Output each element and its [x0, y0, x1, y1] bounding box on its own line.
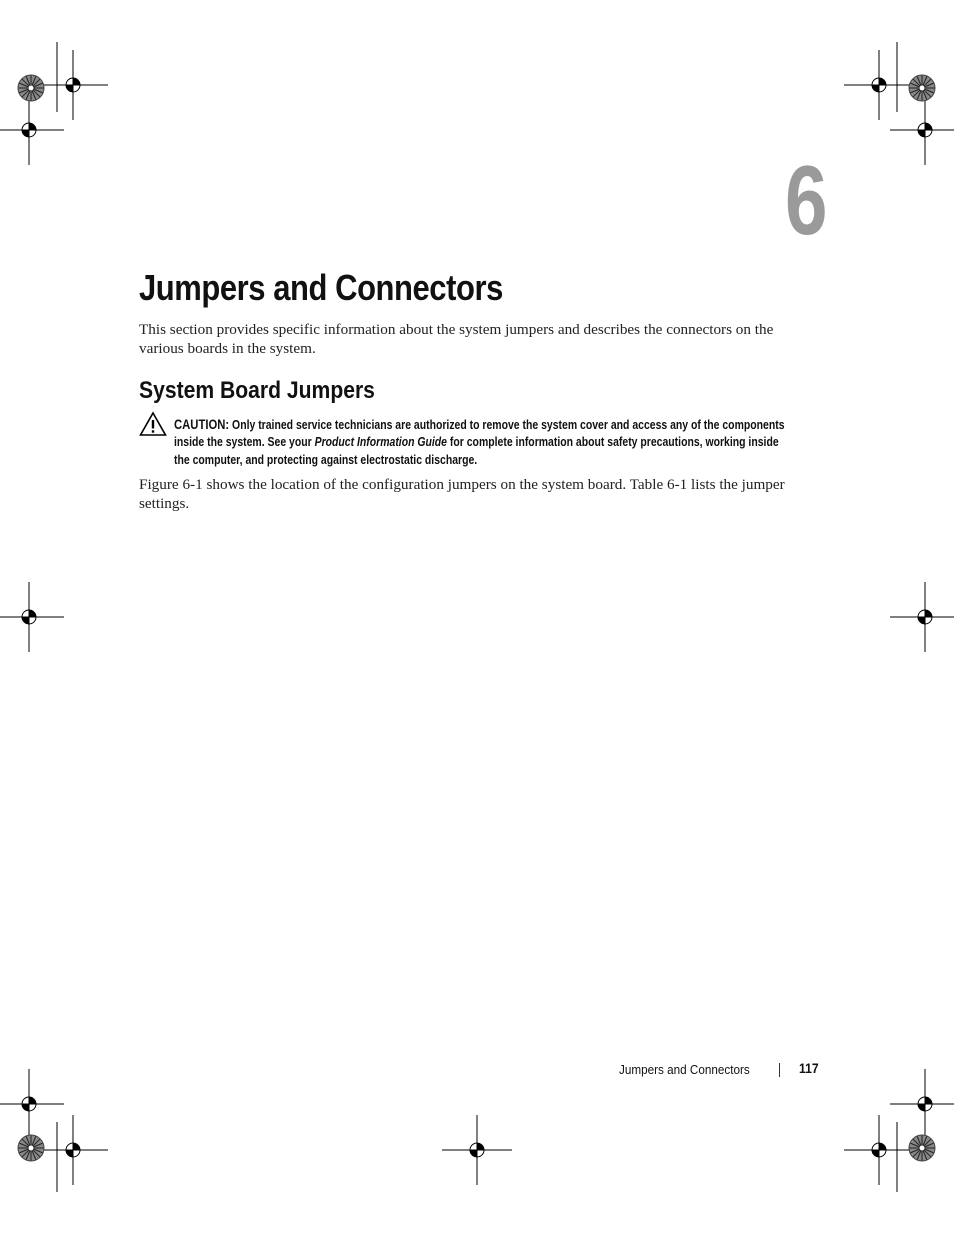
registration-target-icon	[890, 582, 954, 652]
footer-divider	[779, 1063, 780, 1077]
registration-target-icon	[0, 582, 64, 652]
page-title: Jumpers and Connectors	[139, 267, 503, 308]
footer-chapter-title: Jumpers and Connectors	[619, 1062, 750, 1077]
caution-notice	[174, 416, 788, 469]
starburst-icon	[18, 75, 44, 101]
starburst-icon	[909, 1135, 935, 1161]
intro-paragraph: This section provides specific information about the system jumpers and describes the connectors on the various boards in the system.	[139, 321, 774, 357]
section-heading: System Board Jumpers	[139, 377, 375, 404]
registration-target-icon	[38, 1115, 108, 1185]
guide-reference: Product Information Guide	[314, 435, 448, 450]
starburst-icon	[909, 75, 935, 101]
starburst-icon	[18, 1135, 44, 1161]
registration-target-icon	[890, 1069, 954, 1139]
caution-label: CAUTION:	[174, 417, 230, 432]
registration-target-icon	[844, 50, 914, 120]
body-paragraph: Figure 6-1 shows the location of the configuration jumpers on the system board. Table 6-1 lists the jumper settings.	[139, 476, 785, 512]
registration-target-icon	[442, 1115, 512, 1185]
trim-lines	[57, 42, 897, 1192]
warning-triangle-icon	[139, 411, 167, 437]
registration-target-icon	[844, 1115, 914, 1185]
chapter-number: 6	[785, 145, 828, 255]
registration-target-icon	[890, 95, 954, 165]
caution-text-continued: for complete information about safety precautions, working inside the computer, and protecting against electrostatic discharge.	[174, 435, 779, 467]
caution-text: Only trained service technicians are authorized to remove the system cover and access any of the components inside the system. See your	[174, 418, 785, 450]
registration-target-icon	[0, 1069, 64, 1139]
registration-target-icon	[0, 95, 64, 165]
page-number: 117	[799, 1061, 819, 1076]
registration-target-icon	[38, 50, 108, 120]
